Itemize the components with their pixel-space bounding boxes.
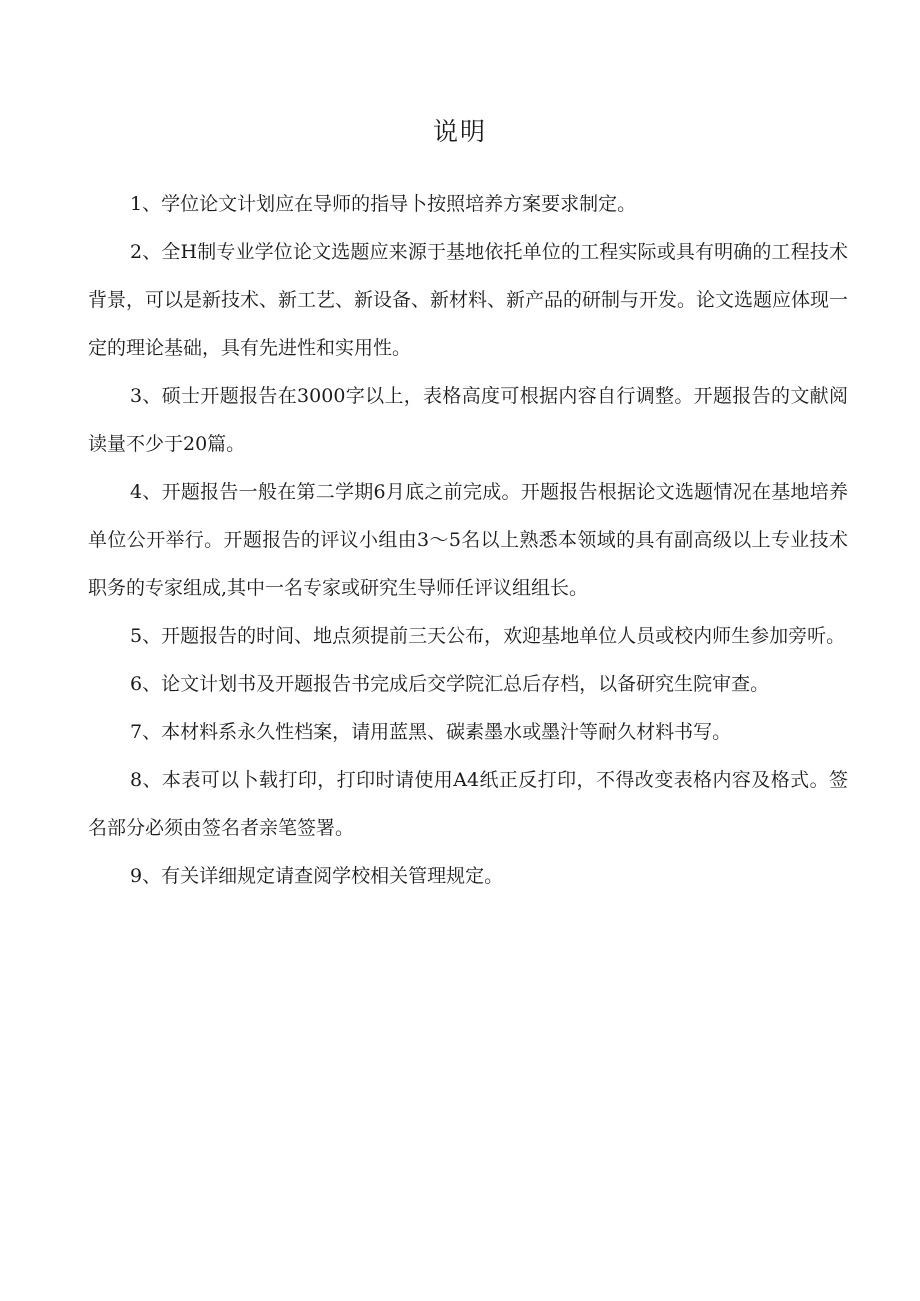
instruction-item-8: 8、本表可以卜载打印，打印时请使用A4纸正反打印，不得改变表格内容及格式。签名部分必须由签名者亲笔签署。 <box>88 769 848 839</box>
instruction-item-3: 3、硕士开题报告在3000字以上，表格高度可根据内容自行调整。开题报告的文献阅读量不少于20篇。 <box>88 385 848 455</box>
instruction-item-9: 9、有关详细规定请查阅学校相关管理规定。 <box>130 865 504 887</box>
instruction-item-2: 2、全H制专业学位论文选题应来源于基地依托单位的工程实际或具有明确的工程技术背景，可以是新技术、新工艺、新设备、新材料、新产品的研制与开发。论文选题应体现一定的理论基础，具有先进性和实用性。 <box>88 241 849 359</box>
instruction-item-6: 6、论文计划书及开题报告书完成后交学院汇总后存档，以备研究生院审查。 <box>130 673 770 695</box>
page-title: 说明 <box>432 117 487 146</box>
instruction-item-4: 4、开题报告一般在第二学期6月底之前完成。开题报告根据论文选题情况在基地培养单位公开举行。开题报告的评议小组由3～5名以上熟悉本领域的具有副高级以上专业技术职务的专家组成,其中一名专家或研究生导师任评议组组长。 <box>88 481 848 599</box>
instruction-item-1: 1、学位论文计划应在导师的指导卜按照培养方案要求制定。 <box>130 193 637 215</box>
instruction-list <box>88 180 848 900</box>
instruction-item-7: 7、本材料系永久性档案，请用蓝黑、碳素墨水或墨汁等耐久材料书写。 <box>130 721 732 743</box>
instruction-item-5: 5、开题报告的时间、地点须提前三天公布，欢迎基地单位人员或校内师生参加旁听。 <box>130 625 846 647</box>
